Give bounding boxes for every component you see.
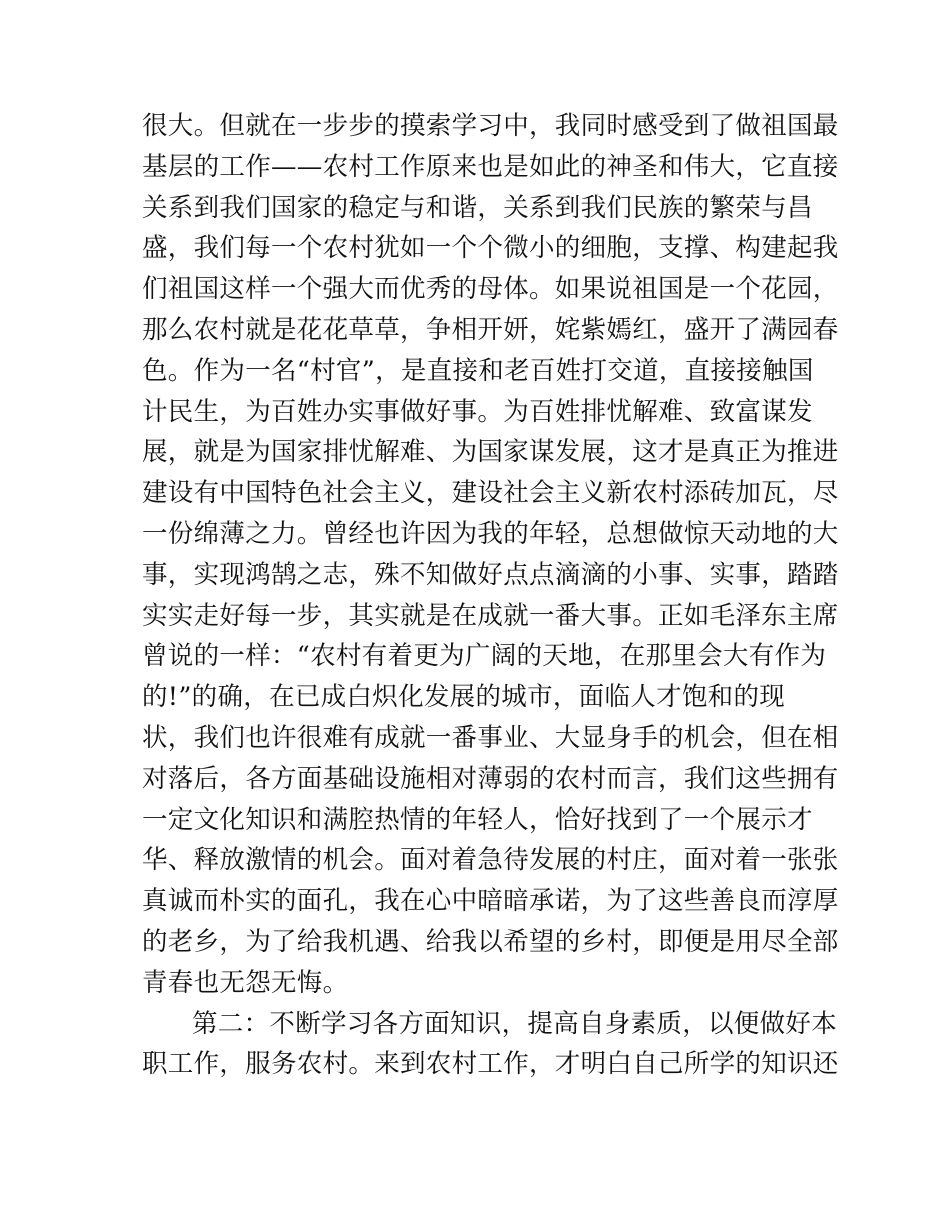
text-line: 华、释放激情的机会。面对着急待发展的村庄，面对着一张张 [142,845,839,876]
text-line: 关系到我们国家的稳定与和谐，关系到我们民族的繁荣与昌 [142,192,813,223]
body-text [142,106,839,1085]
text-line: 一份绵薄之力。曾经也许因为我的年轻，总想做惊天动地的大 [142,518,839,549]
text-line-indented: 第二：不断学习各方面知识，提高自身素质，以便做好本 [192,1008,838,1039]
text-line: 色。作为一名“村官”，是直接和老百姓打交道，直接接触国 [142,355,814,386]
text-line: 对落后，各方面基础设施相对薄弱的农村而言，我们这些拥有 [142,763,839,794]
text-line: 计民生，为百姓办实事做好事。为百姓排忧解难、致富谋发 [142,396,813,427]
text-line: 状，我们也许很难有成就一番事业、大显身手的机会，但在相 [142,722,839,753]
text-line: 盛，我们每一个农村犹如一个个微小的细胞，支撑、构建起我 [142,233,839,264]
text-line: 很大。但就在一步步的摸索学习中，我同时感受到了做祖国最 [142,111,839,141]
text-line: 的!”的确，在已成白炽化发展的城市，面临人才饱和的现 [142,682,786,713]
text-line: 青春也无怨无悔。 [142,967,349,998]
text-line: 基层的工作——农村工作原来也是如此的神圣和伟大，它直接 [142,151,839,182]
text-line: 那么农村就是花花草草，争相开妍，姹紫嫣红，盛开了满园春 [142,314,839,345]
text-line: 展，就是为国家排忧解难、为国家谋发展，这才是真正为推进 [142,437,839,468]
text-line: 建设有中国特色社会主义，建设社会主义新农村添砖加瓦，尽 [142,478,839,509]
text-line: 们祖国这样一个强大而优秀的母体。如果说祖国是一个花园， [142,274,839,305]
text-line: 曾说的一样：“农村有着更为广阔的天地，在那里会大有作为 [142,641,827,672]
text-line: 实实走好每一步，其实就是在成就一番大事。正如毛泽东主席 [142,600,839,631]
text-line: 事，实现鸿鹄之志，殊不知做好点点滴滴的小事、实事，踏踏 [142,559,839,590]
text-line: 职工作，服务农村。来到农村工作，才明白自己所学的知识还 [142,1049,839,1080]
text-line: 一定文化知识和满腔热情的年轻人，恰好找到了一个展示才 [142,804,813,835]
text-line: 真诚而朴实的面孔，我在心中暗暗承诺，为了这些善良而淳厚 [142,886,839,917]
text-line: 的老乡，为了给我机遇、给我以希望的乡村，即便是用尽全部 [142,926,839,957]
